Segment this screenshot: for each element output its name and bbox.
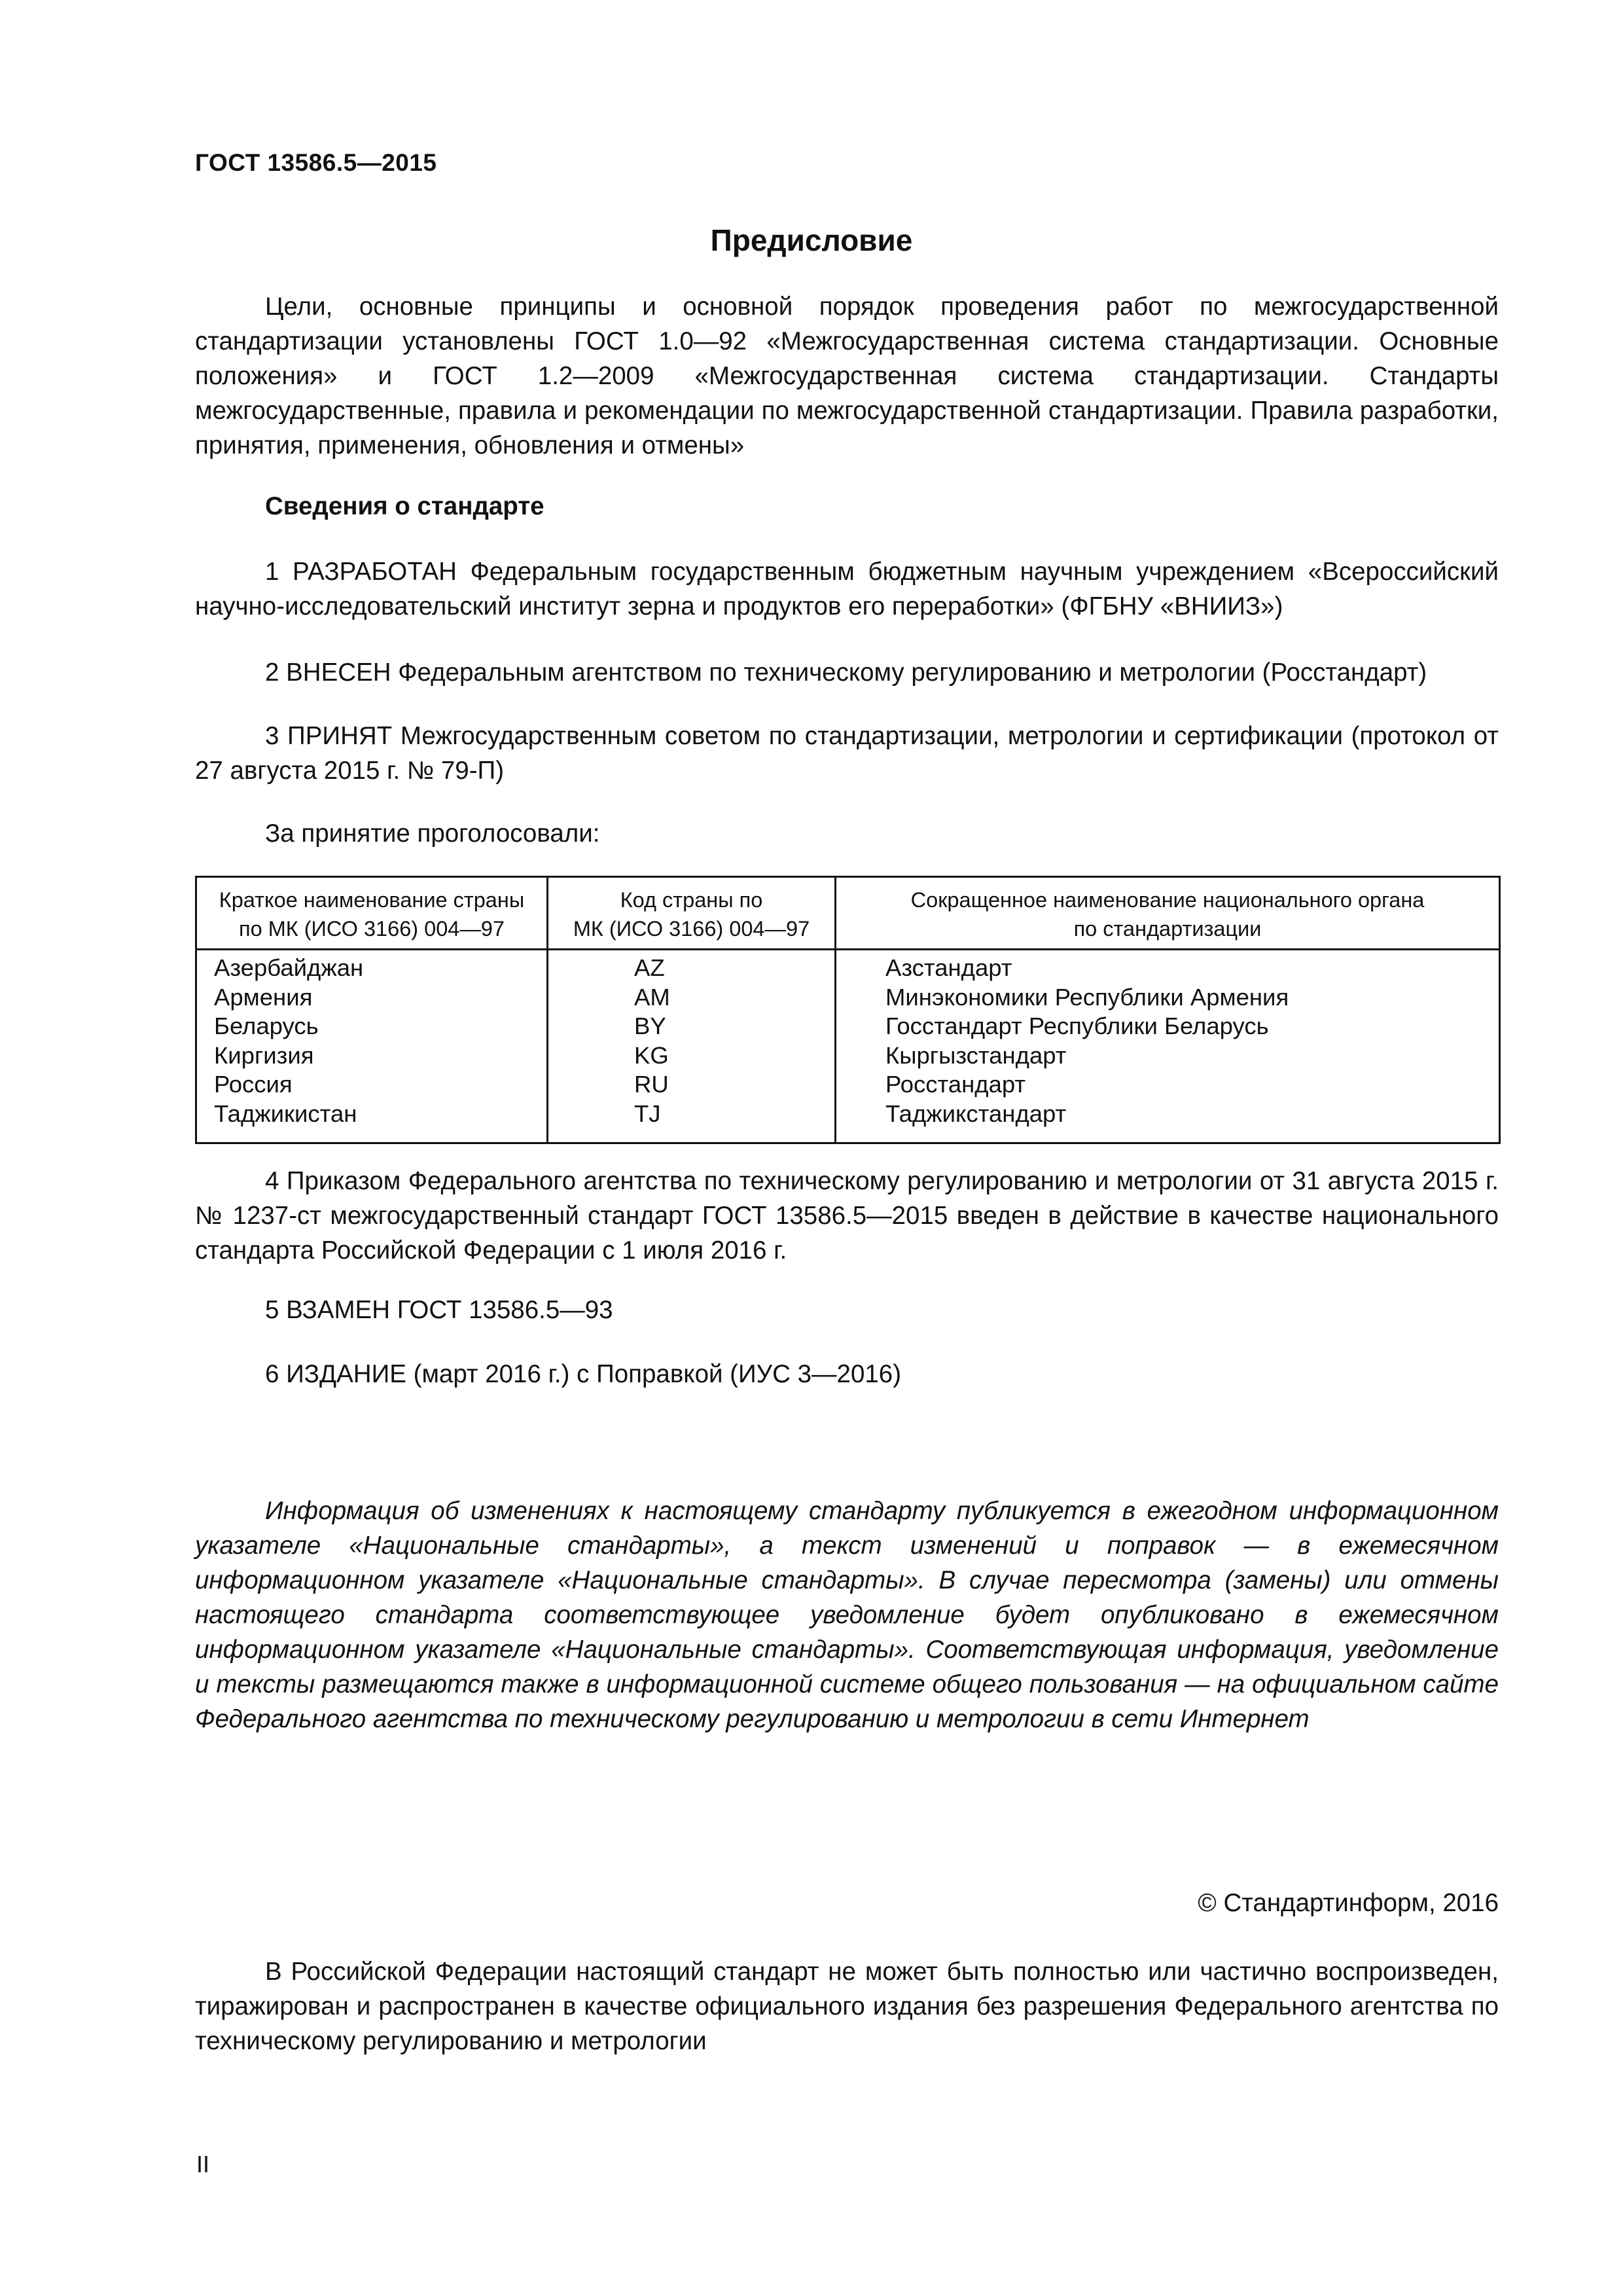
table-cell-code: KG	[634, 1041, 669, 1069]
table-cell-body: Минэкономики Республики Армения	[885, 983, 1289, 1011]
table-cell-country: Киргизия	[214, 1041, 314, 1069]
table-header-text: МК (ИСО 3166) 004—97	[573, 917, 810, 941]
item-6: 6 ИЗДАНИЕ (март 2016 г.) с Поправкой (ИУС 3—2016)	[265, 1360, 902, 1388]
table-header-text: Сокращенное наименование национального органа	[910, 888, 1425, 912]
table-header-body	[836, 883, 1499, 946]
table-cell-body: Росстандарт	[885, 1071, 1026, 1098]
page-number: II	[196, 2151, 210, 2178]
table-cell-body: Таджикстандарт	[885, 1100, 1067, 1127]
table-cell-country: Россия	[214, 1071, 293, 1098]
table-cell-body: Кыргызстандарт	[885, 1041, 1067, 1069]
voted-label: За принятие проголосовали:	[265, 819, 600, 848]
item-1: 1 РАЗРАБОТАН Федеральным государственным бюджетным научным учреждением «Всероссийский научно-исследовательский институт зерна и продуктов его переработки» (ФГБНУ «ВНИИЗ»)	[195, 558, 1499, 620]
change-info-paragraph: Информация об изменениях к настоящему стандарту публикуется в ежегодном информационном указателе «Национальные стандарты», а текст изменений и поправок — в ежемесячном информационном указателе «Национальные стандарты». В случае пересмотра (замены) или отмены настоящего стандарта соответствующее уведомление будет опубликовано в ежемесячном информационном указателе «Национальные стандарты». Соответствующая информация, уведомление и тексты размещаются также в информационной системе общего пользования — на официальном сайте Федерального агентства по техническому регулированию и метрологии в сети Интернет	[195, 1497, 1499, 1733]
table-cell-code: AZ	[634, 954, 665, 981]
item-5: 5 ВЗАМЕН ГОСТ 13586.5—93	[265, 1296, 613, 1324]
table-header-text: Краткое наименование страны	[219, 888, 525, 912]
table-cell-code: RU	[634, 1071, 669, 1098]
copyright: © Стандартинформ, 2016	[1198, 1889, 1499, 1917]
item-1-block	[195, 554, 1499, 624]
table-cell-code: BY	[634, 1013, 666, 1039]
intro-paragraph-block	[195, 289, 1499, 463]
table-cell-country: Армения	[214, 983, 313, 1011]
table-header-text: по стандартизации	[1073, 917, 1262, 941]
item-4-block	[195, 1164, 1499, 1268]
table-header-text: Код страны по	[620, 888, 763, 912]
table-header-country	[197, 883, 546, 946]
table-cell-country: Азербайджан	[214, 954, 364, 981]
table-header-divider	[197, 948, 1499, 950]
item-2-block	[195, 655, 1499, 690]
page-title: Предисловие	[710, 223, 913, 257]
item-3-block	[195, 719, 1499, 788]
table-header-code	[548, 883, 834, 946]
intro-paragraph: Цели, основные принципы и основной порядок проведения работ по межгосударственной стандартизации установлены ГОСТ 1.0—92 «Межгосударственная система стандартизации. Основные положения» и ГОСТ 1.2—2009 «Межгосударственная система стандартизации. Стандарты межгосударственные, правила и рекомендации по межгосударственной стандартизации. Правила разработки, принятия, применения, обновления и отмены»	[195, 293, 1499, 459]
document-code: ГОСТ 13586.5—2015	[195, 149, 437, 176]
item-2: 2 ВНЕСЕН Федеральным агентством по техническому регулированию и метрологии (Росстандарт)	[265, 658, 1427, 687]
item-4: 4 Приказом Федерального агентства по техническому регулированию и метрологии от 31 августа 2015 г. № 1237-ст межгосударственный стандарт ГОСТ 13586.5—2015 введен в действие в качестве национального стандарта Российской Федерации с 1 июля 2016 г.	[195, 1167, 1499, 1265]
item-3: 3 ПРИНЯТ Межгосударственным советом по стандартизации, метрологии и сертификации (протокол от 27 августа 2015 г. № 79-П)	[195, 722, 1499, 785]
table-column-code	[634, 954, 670, 1128]
reproduction-notice: В Российской Федерации настоящий стандарт не может быть полностью или частично воспроизведен, тиражирован и распространен в качестве официального издания без разрешения Федерального агентства по техническому регулированию и метрологии	[195, 1958, 1499, 2055]
table-column-country	[214, 954, 363, 1128]
table-cell-code: AM	[634, 983, 670, 1011]
table-header-text: по МК (ИСО 3166) 004—97	[238, 917, 505, 941]
voting-table	[195, 876, 1501, 1144]
table-cell-country: Таджикистан	[214, 1100, 357, 1127]
table-column-body	[885, 954, 1289, 1128]
table-cell-body: Госстандарт Республики Беларусь	[885, 1013, 1269, 1039]
info-heading: Сведения о стандарте	[265, 492, 544, 520]
table-cell-code: TJ	[634, 1100, 661, 1127]
table-cell-country: Беларусь	[214, 1013, 319, 1039]
reproduction-notice-block	[195, 1954, 1499, 2058]
change-info-block	[195, 1494, 1499, 1736]
table-cell-body: Азстандарт	[885, 954, 1012, 981]
